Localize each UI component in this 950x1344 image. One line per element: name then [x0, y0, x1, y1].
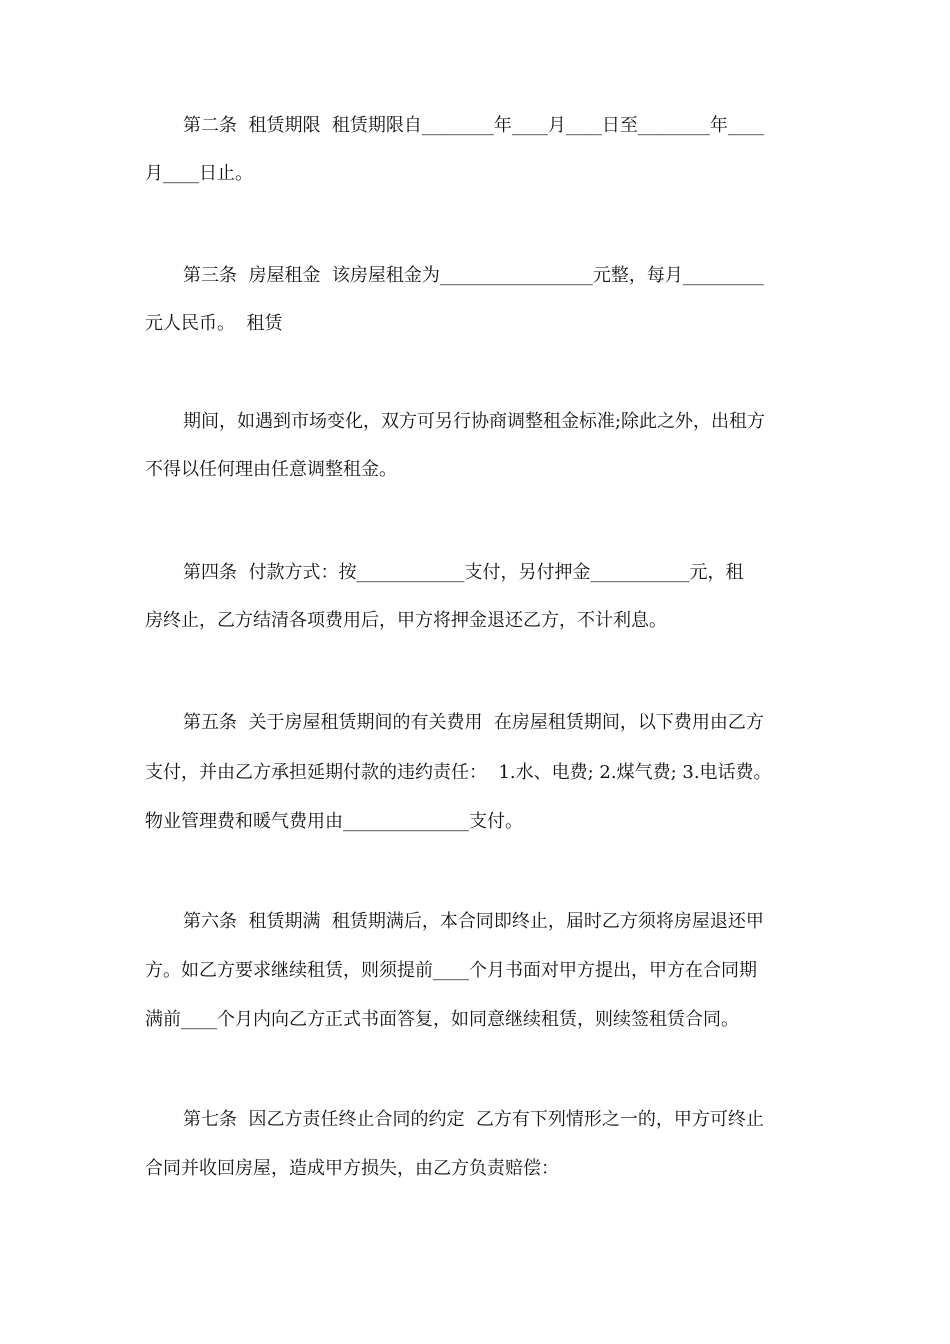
article-2-line-2: 月____日止。	[145, 163, 253, 184]
article-3-line-3: 期间，如遇到市场变化，双方可另行协商调整租金标准;除此之外，出租方	[183, 411, 766, 432]
article-4-line-2: 房终止，乙方结清各项费用后，甲方将押金退还乙方，不计利息。	[145, 610, 667, 631]
article-5-line-2: 支付，并由乙方承担延期付款的违约责任： 1.水、电费; 2.煤气费; 3.电话费。	[145, 762, 772, 783]
article-3-line-4: 不得以任何理由任意调整租金。	[145, 459, 397, 480]
article-7-line-1: 第七条 因乙方责任终止合同的约定 乙方有下列情形之一的，甲方可终止	[183, 1109, 764, 1130]
article-6-line-2: 方。如乙方要求继续租赁，则须提前____个月书面对甲方提出，甲方在合同期	[145, 960, 757, 981]
article-5-line-3: 物业管理费和暖气费用由______________支付。	[145, 811, 523, 832]
article-3-line-2: 元人民币。 租赁	[145, 313, 283, 334]
article-7-line-2: 合同并收回房屋，造成甲方损失，由乙方负责赔偿：	[145, 1158, 559, 1179]
article-6-line-1: 第六条 租赁期满 租赁期满后，本合同即终止，届时乙方须将房屋退还甲	[183, 911, 764, 932]
article-6-line-3: 满前____个月内向乙方正式书面答复，如同意继续租赁，则续签租赁合同。	[145, 1009, 739, 1030]
article-4-line-1: 第四条 付款方式：按____________支付，另付押金___________元，租	[183, 562, 744, 583]
article-5-line-1: 第五条 关于房屋租赁期间的有关费用 在房屋租赁期间，以下费用由乙方	[183, 712, 764, 733]
article-3-line-1: 第三条 房屋租金 该房屋租金为_________________元整，每月_________	[183, 265, 764, 286]
article-2-line-1: 第二条 租赁期限 租赁期限自________年____月____日至________年____	[183, 115, 764, 136]
